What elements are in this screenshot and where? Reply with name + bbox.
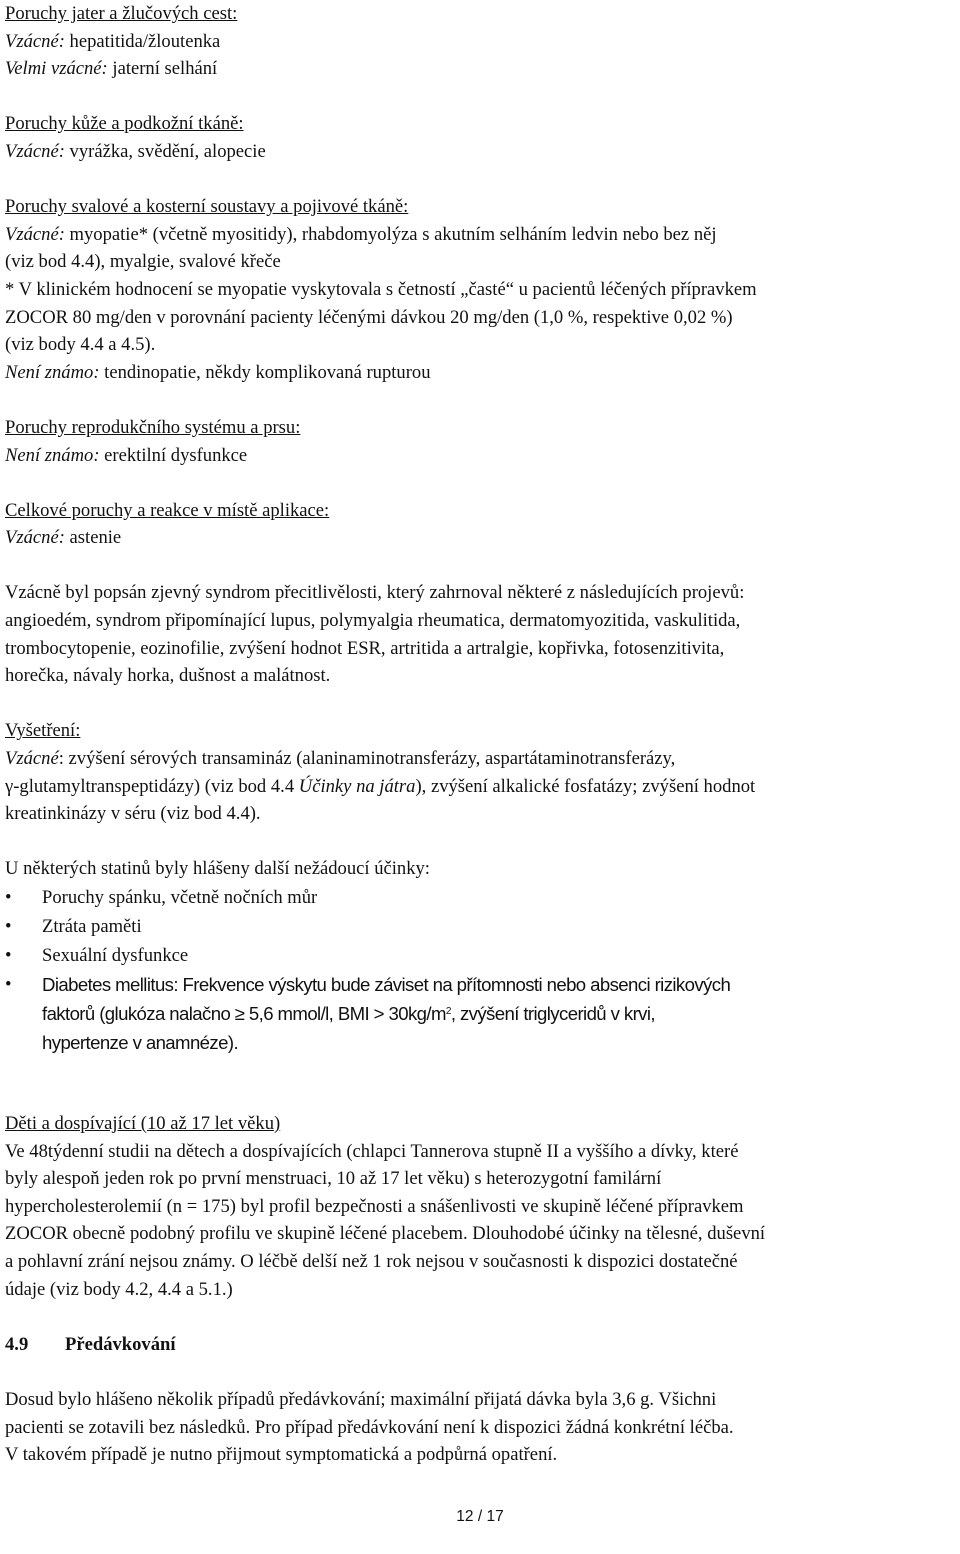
reproductive-unknown-line <box>5 442 957 470</box>
bullet-icon: • <box>5 945 12 966</box>
liver-very-rare-line <box>5 55 957 83</box>
diabetes-line-2b: , zvýšení triglyceridů v krvi, <box>450 1003 655 1024</box>
section-heading-investigations: Vyšetření: <box>5 720 81 742</box>
skin-rare-text: vyrážka, svědění, alopecie <box>64 140 266 162</box>
section-heading-liver: Poruchy jater a žlučových cest: <box>5 3 238 24</box>
children-line-6: údaje (viz body 4.2, 4.4 a 5.1.) <box>5 1278 233 1300</box>
diabetes-line-3: hypertenze v anamnéze). <box>42 1032 239 1053</box>
investigations-text-b: ), zvýšení alkalické fosfatázy; zvýšení hodnot <box>415 775 756 797</box>
children-line-2: byly alespoň jeden rok po první menstruaci, 10 až 17 let věku) s heterozygotní familární <box>5 1168 662 1190</box>
frequency-label: Není známo: <box>5 361 100 383</box>
section-heading-general: Celkové poruchy a reakce v místě aplikace: <box>5 499 330 521</box>
hypersensitivity-line-4: horečka, návaly horka, dušnost a malátnost. <box>5 665 331 687</box>
list-item <box>5 912 957 941</box>
list-item-text: Ztráta paměti <box>42 916 142 937</box>
investigations-rare-line <box>5 745 957 773</box>
children-line-1: Ve 48týdenní studii na dětech a dospívajících (chlapci Tannerova stupně II a vyššího a dívky, které <box>5 1140 739 1162</box>
frequency-label: Není známo: <box>5 444 100 466</box>
section-title: Předávkování <box>65 1333 176 1355</box>
children-line-5: a pohlavní zrání nejsou známy. O léčbě delší než 1 rok nejsou v současnosti k dispozici dostatečné <box>5 1250 738 1272</box>
musculo-line-2: (viz bod 4.4), myalgie, svalové křeče <box>5 251 281 273</box>
list-item-text: Sexuální dysfunkce <box>42 945 189 966</box>
general-rare-line <box>5 524 957 552</box>
list-item <box>5 941 957 970</box>
bullet-icon: • <box>5 916 12 937</box>
investigations-rare-text: : zvýšení sérových transamináz (alaninaminotransferázy, aspartátaminotransferázy, <box>58 748 676 770</box>
general-rare-text: astenie <box>64 527 122 549</box>
children-line-4: ZOCOR obecně podobný profilu ve skupině léčené placebem. Dlouhodobé účinky na tělesné, duševní <box>5 1223 766 1245</box>
musculo-footnote-1: * V klinickém hodnocení se myopatie vyskytovala s četností „časté“ u pacientů léčených přípravkem <box>5 278 757 300</box>
frequency-label: Vzácné: <box>5 140 65 162</box>
hypersensitivity-line-2: angioedém, syndrom připomínající lupus, polymyalgia rheumatica, dermatomyozitida, vaskulitida, <box>5 610 741 632</box>
section-heading-children: Děti a dospívající (10 až 17 let věku) <box>5 1113 281 1134</box>
liver-very-rare-text: jaterní selhání <box>107 58 218 80</box>
section-heading-skin: Poruchy kůže a podkožní tkáně: <box>5 113 244 135</box>
investigations-line-3: kreatinkinázy v séru (viz bod 4.4). <box>5 803 261 825</box>
list-item <box>5 883 957 912</box>
frequency-label: Vzácné: <box>5 30 65 52</box>
musculo-rare-text: myopatie* (včetně myositidy), rhabdomyolýza s akutním selháním ledvin nebo bez něj <box>64 223 717 245</box>
overdose-line-2: pacienti se zotavili bez následků. Pro případ předávkování není k dispozici žádná konkrétní léčba. <box>5 1416 734 1438</box>
frequency-label: Vzácné: <box>5 527 65 549</box>
reproductive-unknown-text: erektilní dysfunkce <box>99 444 248 466</box>
musculo-footnote-3: (viz body 4.4 a 4.5). <box>5 334 156 356</box>
musculo-unknown-text: tendinopatie, někdy komplikovaná rupturou <box>99 361 431 383</box>
document-page <box>5 0 957 1469</box>
section-heading-musculoskeletal: Poruchy svalové a kosterní soustavy a pojivové tkáně: <box>5 196 409 218</box>
frequency-label: Vzácné: <box>5 223 65 245</box>
superscript: 2 <box>445 1006 451 1017</box>
section-heading-reproductive: Poruchy reprodukčního systému a prsu: <box>5 416 301 438</box>
section-heading-overdose <box>5 1331 957 1359</box>
list-item-text: Poruchy spánku, včetně nočních můr <box>42 887 318 908</box>
musculo-unknown-line <box>5 359 957 387</box>
bullet-icon: • <box>5 887 12 908</box>
hypersensitivity-line-3: trombocytopenie, eozinofilie, zvýšení hodnot ESR, artritida a artralgie, kopřivka, fotosenzitivita, <box>5 637 725 659</box>
frequency-label: Velmi vzácné: <box>5 58 108 80</box>
section-number: 4.9 <box>5 1333 29 1355</box>
frequency-label: Vzácné <box>5 748 59 770</box>
diabetes-line-2a: faktorů (glukóza nalačno ≥ 5,6 mmol/l, BMI > 30kg/m <box>42 1003 446 1024</box>
diabetes-line-1: Diabetes mellitus: Frekvence výskytu bude záviset na přítomnosti nebo absenci rizikových <box>42 974 731 995</box>
overdose-line-1: Dosud bylo hlášeno několik případů předávkování; maximální přijatá dávka byla 3,6 g. Všichni <box>5 1388 717 1410</box>
liver-rare-line <box>5 28 957 56</box>
hypersensitivity-line-1: Vzácně byl popsán zjevný syndrom přecitlivělosti, který zahrnoval některé z následujících projevů: <box>5 582 745 604</box>
skin-rare-line <box>5 138 957 166</box>
musculo-rare-line <box>5 221 957 249</box>
bullet-icon: • <box>5 974 12 995</box>
liver-rare-text: hepatitida/žloutenka <box>64 30 221 52</box>
statins-intro: U některých statinů byly hlášeny další nežádoucí účinky: <box>5 858 430 880</box>
diabetes-line-2 <box>42 999 957 1028</box>
list-item-diabetes <box>5 970 957 1057</box>
investigations-italic-ref: Účinky na játra <box>298 775 416 797</box>
overdose-line-3: V takovém případě je nutno přijmout symptomatická a podpůrná opatření. <box>5 1444 558 1466</box>
page-number: 12 / 17 <box>456 1508 504 1525</box>
investigations-text-a: γ-glutamyltranspeptidázy) (viz bod 4.4 <box>5 775 299 797</box>
investigations-line-2 <box>5 773 957 801</box>
musculo-footnote-2: ZOCOR 80 mg/den v porovnání pacienty léčenými dávkou 20 mg/den (1,0 %, respektive 0,02 %) <box>5 306 733 328</box>
children-line-3: hypercholesterolemií (n = 175) byl profil bezpečnosti a snášenlivosti ve skupině léčené přípravkem <box>5 1195 744 1217</box>
